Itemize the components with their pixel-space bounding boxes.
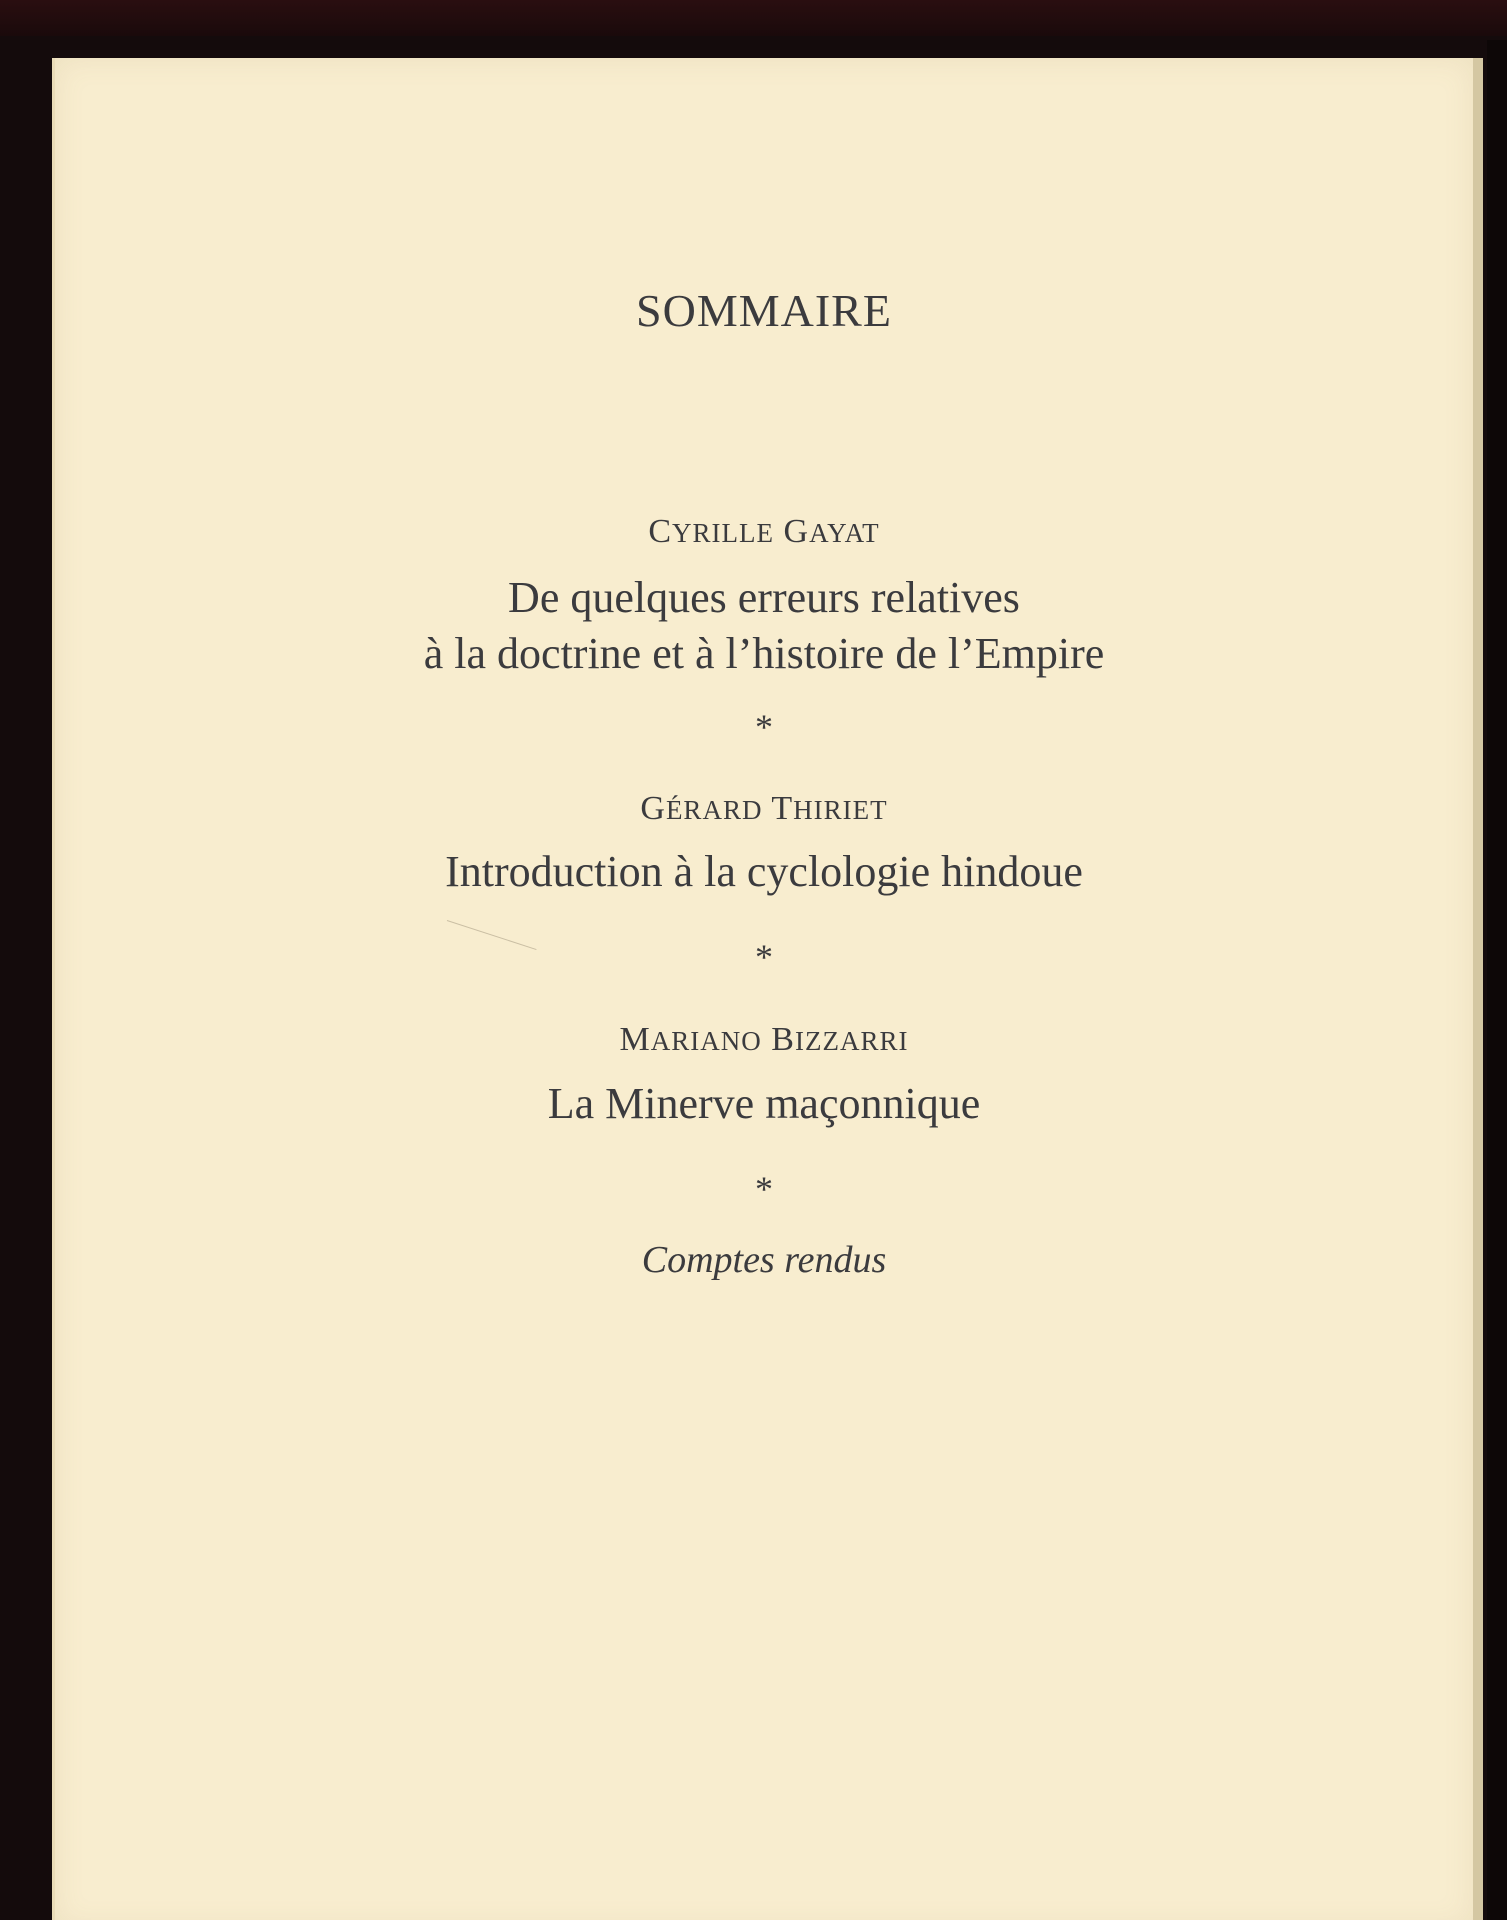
background-right-edge bbox=[1487, 40, 1507, 1920]
author-1-first-initial: C bbox=[648, 513, 673, 550]
author-3-last-rest: IZZARRI bbox=[794, 1026, 909, 1056]
author-name-2 bbox=[55, 790, 1473, 828]
article-title-1-line-1: De quelques erreurs relatives bbox=[508, 573, 1020, 622]
author-3-last-initial: B bbox=[771, 1021, 795, 1058]
article-title-1-line-2: à la doctrine et à l’histoire de l’Empire bbox=[423, 629, 1105, 678]
author-1-first-rest: YRILLE bbox=[672, 518, 775, 548]
article-title-1 bbox=[55, 570, 1473, 682]
separator-asterisk-3: * bbox=[755, 1169, 773, 1209]
article-title-3: La Minerve maçonnique bbox=[547, 1079, 981, 1128]
separator-asterisk-1: * bbox=[755, 707, 773, 747]
author-1-last-initial: G bbox=[783, 513, 810, 550]
author-3-first-initial: M bbox=[619, 1021, 651, 1058]
author-3-first-rest: ARIANO bbox=[650, 1026, 762, 1056]
background-top-band bbox=[0, 0, 1507, 36]
article-title-2: Introduction à la cyclologie hindoue bbox=[445, 847, 1083, 896]
author-2-first-initial: G bbox=[640, 790, 666, 827]
separator-asterisk-2: * bbox=[755, 937, 773, 977]
author-2-last-initial: T bbox=[771, 790, 794, 827]
reviews-section: Comptes rendus bbox=[641, 1239, 887, 1281]
author-2-first-rest: ÉRARD bbox=[665, 795, 763, 825]
author-name-1 bbox=[55, 513, 1473, 551]
book-page bbox=[52, 58, 1483, 1920]
author-1-last-rest: AYAT bbox=[809, 518, 880, 548]
page-title: SOMMAIRE bbox=[636, 285, 892, 336]
author-name-3 bbox=[55, 1021, 1473, 1059]
author-2-last-rest: HIRIET bbox=[793, 795, 888, 825]
